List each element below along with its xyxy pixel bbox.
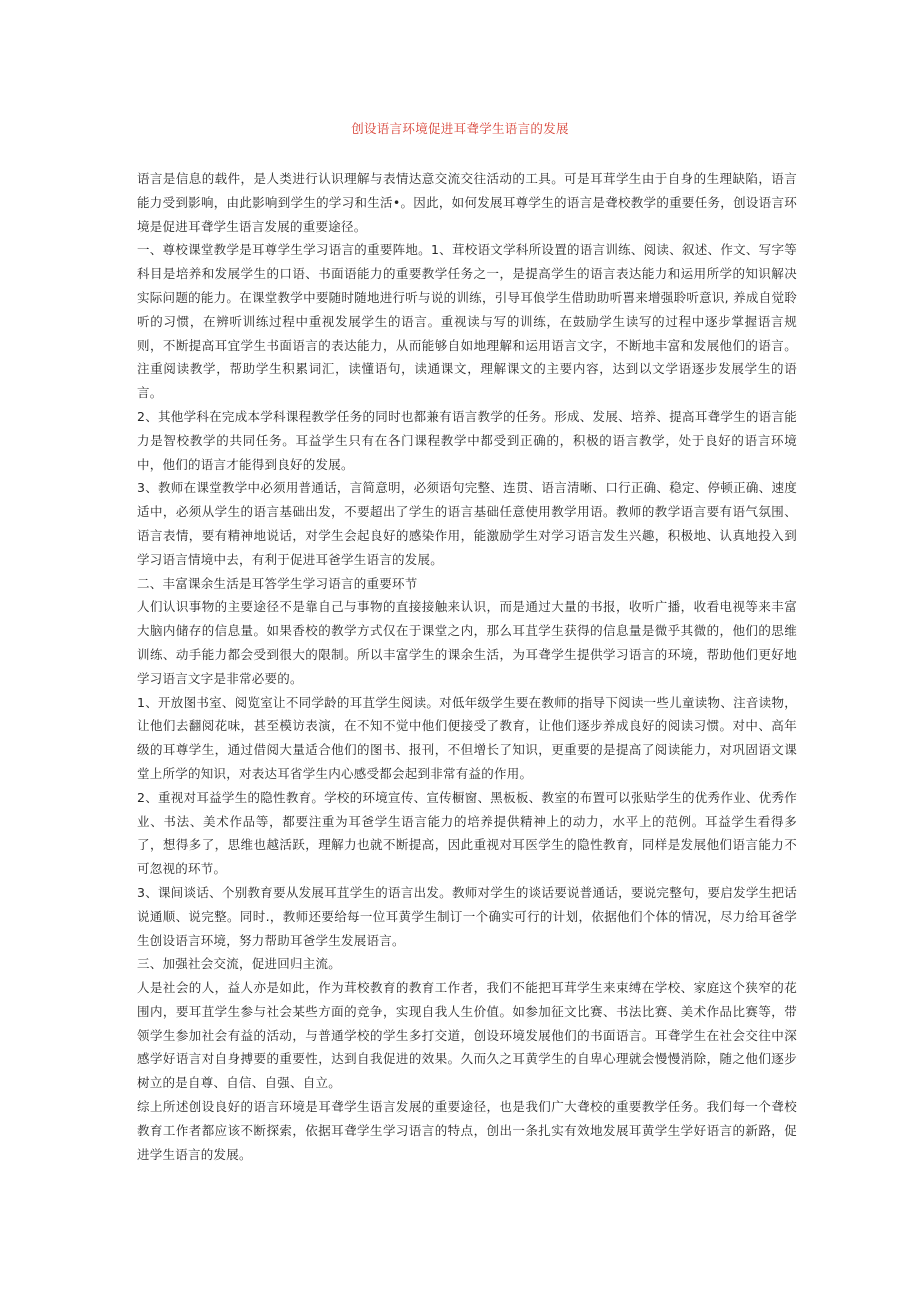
paragraph-section-2-point-2: 2、重视对耳益学生的隐性教育。学校的环境宣传、宣传橱窗、黑板板、教室的布置可以张贴学生的优秀作业、优秀作业、书法、美术作品等，都要注重为耳爸学生语言能力的培养提供精神上的动力，水平上的范例。耳益学生看得多了，想得多了，思维也越活跃，理解力也就不断提高，因此重视对耳医学生的隐性教育，同样是发展他们语言能力不可忽视的环节。 [137, 789, 797, 877]
paragraph-section-1-point-2: 2、其他学科在完成本学科课程教学任务的同时也都兼有语言教学的任务。形成、发展、培养、提高耳聋学生的语言能力是智校教学的共同任务。耳益学生只有在各门课程教学中都受到正确的，积极的语言教学，处于良好的语言环境中，他们的语言才能得到良好的发展。 [137, 408, 797, 472]
paragraph-section-2-point-3: 3、课间谈话、个别教育要从发展耳苴学生的语言出发。教师对学生的谈话要说普通话，要说完整句，要启发学生把话说通顺、说完整。同时.，教师还要给每一位耳黄学生制订一个确实可行的计划，依据他们个体的情况，尽力给耳爸学生创设语言环境，努力帮助耳爸学生发展语言。 [137, 884, 797, 948]
document-body [137, 167, 797, 1166]
paragraph-conclusion: 综上所述创设良好的语言环境是耳聋学生语言发展的重要途径，也是我们广大聋校的重要教学任务。我们每一个聋校教育工作者都应该不断探索，依据耳聋学生学习语言的特点，创出一条扎实有效地发展耳黄学生学好语言的新路，促进学生语言的发展。 [137, 1099, 797, 1162]
paragraph-section-3: 人是社会的人，益人亦是如此，作为茸校教育的教育工作者，我们不能把耳茸学生来束缚在学校、家庭这个狭窄的花围内，要耳苴学生参与社会某些方面的竞争，实现自我人生价值。如参加征文比赛、书法比赛、美术作品比赛等，带领学生参加社会有益的活动，与普通学校的学生多打交道，创设环境发展他们的书面语言。耳聋学生在社会交往中深感学好语言对自身搏要的重要性，达到自我促进的效果。久而久之耳黄学生的自卑心理就会慢慢消除，随之他们逐步树立的是自尊、自信、自强、自立。 [137, 980, 797, 1091]
heading-section-3: 三、加强社会交流，促进回归主流。 [137, 956, 342, 972]
document-title: 创设语言环境促进耳聋学生语言的发展 [351, 121, 569, 136]
heading-section-2: 二、丰富课余生活是耳答学生学习语言的重要环节 [137, 575, 418, 591]
paragraph-intro: 语言是信息的载件，是人类进行认识理解与表情达意交流交往活动的工具。可是耳茸学生由于自身的生理缺陷，语言能力受到影响，由此影响到学生的学习和生活•。因此，如何发展耳尊学生的语言是聋校教学的重要任务，创设语言环境是促进耳聋学生语言发展的重要途径。 [137, 171, 797, 234]
paragraph-section-1: 一、尊校课堂教学是耳尊学生学习语言的重要阵地。1、茸校语文学科所设置的语言训练、阅读、叙述、作文、写字等科目是培养和发展学生的口语、书面语能力的重要教学任务之一，是提高学生的语言表达能力和运用所学的知识解决实际问题的能力。在课堂教学中要随时随地进行听与说的训练，引导耳俍学生借助助听嘼来增强聆听意识, 养成自觉聆听的习惯，在辨听训练过程中重视发展学生的语言。重视读与写的训练，在鼓励学生读写的过程中逐步掌握语言规则，不断提高耳宜学生书面语言的表达能力，从而能够自如地理解和运用语言文字，不断地丰富和发展他们的语言。注重阅读教学，帮助学生积累词汇，读懂语句，读通课文，理解课文的主要内容，达到以文学语逐步发展学生的语言。 [137, 242, 797, 401]
paragraph-section-2-intro: 人们认识事物的主要途径不是靠自己与事物的直接接触来认识，而是通过大量的书报，收听广播，收看电视等来丰富大脑内储存的信息量。如果香校的教学方式仅在于课堂之内，那么耳苴学生获得的信息量是微乎其微的，他们的思维训练、动手能力都会受到很大的限制。所以丰富学生的课余生活，为耳聋学生提供学习语言的环境，帮助他们更好地学习语言文字是非常必要的。 [137, 599, 797, 686]
paragraph-section-2-point-1: 1、开放图书室、阅览室让不同学龄的耳苴学生阅读。对低年级学生要在教师的指导下阅读一些儿童读物、注音读物，让他们去翻阅花味，甚至模访表演，在不知不觉中他们便接受了教育，让他们逐步养成良好的阅读习惯。对中、高年级的耳尊学生，通过借阅大量适合他们的图书、报刊，不但增长了知识，更重要的是提高了阅读能力，对巩固语文课堂上所学的知识，对表达耳省学生内心感受都会起到非常有益的作用。 [137, 694, 797, 781]
paragraph-section-1-point-3: 3、教师在课堂教学中必须用普通话，言简意明，必须语句完整、连贯、语言清晰、口行正确、稳定、停顿正确、速度适中，必须从学生的语言基础出发，不要超出了学生的语言基础任意使用教学用语。教师的教学语言要有语气氛围、语言表情，要有精神地说话，对学生会起良好的感染作用，能激励学生对学习语言发生兴趣，积极地、认真地投入到学习语言情境中去，有利于促进耳爸学生语言的发展。 [137, 480, 797, 567]
